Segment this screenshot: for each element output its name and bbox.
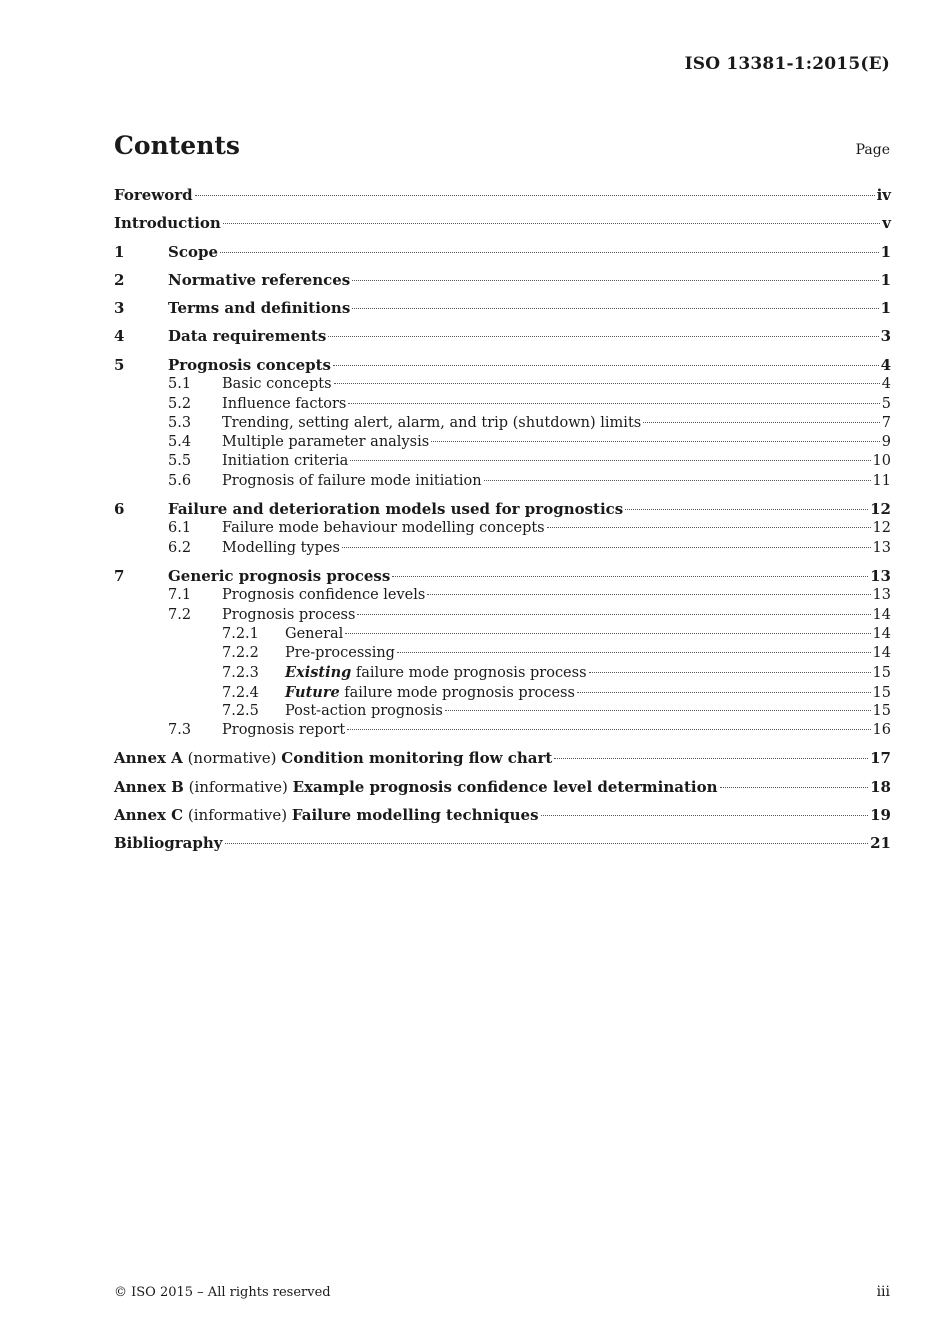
toc-entry-initiation-criteria[interactable] <box>114 452 891 471</box>
dot-leader <box>397 652 871 653</box>
toc-entry-page: 14 <box>872 606 891 623</box>
toc-entry-bibliography[interactable] <box>114 834 891 854</box>
toc-entry-page: 14 <box>872 645 891 662</box>
dot-leader <box>342 547 871 548</box>
dot-leader <box>225 843 869 844</box>
dot-leader <box>195 195 875 196</box>
toc-entry-title: Pre-processing <box>285 645 395 662</box>
dot-leader <box>720 787 869 788</box>
dot-leader <box>352 280 878 281</box>
toc-entry-title-emphasis: Existing <box>285 664 352 682</box>
dot-leader <box>547 527 871 528</box>
annex-status: (informative) <box>183 777 293 796</box>
toc-entry-title: Modelling types <box>222 539 340 556</box>
dot-leader <box>357 614 870 615</box>
toc-entry-title: Failure and deterioration models used for prognostics <box>168 499 624 518</box>
dot-leader <box>352 308 878 309</box>
toc-entry-title <box>285 683 575 703</box>
toc-entry-title: Initiation criteria <box>222 453 349 470</box>
toc-entry-page: 10 <box>872 453 891 470</box>
toc-entry-future-failure-mode-prognosis[interactable] <box>114 683 891 702</box>
toc-entry-title: Prognosis report <box>222 722 346 739</box>
toc-entry-introduction[interactable] <box>114 214 891 234</box>
toc-entry-number: 7.2.2 <box>222 645 259 662</box>
toc-entry-number: 5.4 <box>168 434 192 451</box>
dot-leader <box>427 594 870 595</box>
annex-label: Annex C <box>114 806 184 825</box>
toc-entry-number: 2 <box>114 270 125 289</box>
toc-entry-title: General <box>285 625 344 642</box>
toc-entry-title <box>285 663 587 683</box>
page-column-label: Page <box>855 142 890 158</box>
dot-leader <box>350 460 870 461</box>
toc-entry-title: Scope <box>168 242 219 261</box>
toc-entry-number: 6.1 <box>168 520 192 537</box>
toc-entry-page: 7 <box>881 414 891 431</box>
toc-entry-number: 7.2.3 <box>222 665 259 682</box>
toc-entry-number: 5.1 <box>168 376 192 393</box>
toc-entry-number: 6.2 <box>168 539 192 556</box>
annex-status: (normative) <box>182 749 282 768</box>
toc-entry-pre-processing[interactable] <box>114 644 891 663</box>
annex-label: Annex A <box>114 749 183 768</box>
toc-entry-page: 4 <box>880 355 891 374</box>
dot-leader <box>334 383 880 384</box>
annex-title: Failure modelling techniques <box>291 806 539 825</box>
dot-leader <box>554 758 868 759</box>
toc-entry-title: Influence factors <box>222 395 347 412</box>
toc-entry-title: Prognosis concepts <box>168 355 331 374</box>
dot-leader <box>445 710 871 711</box>
toc-entry-title: Introduction <box>114 214 221 233</box>
dot-leader <box>333 365 879 366</box>
toc-entry-title <box>114 749 552 769</box>
toc-entry-page: 4 <box>881 376 891 393</box>
dot-leader <box>625 509 868 510</box>
toc-entry-page: 13 <box>872 587 891 604</box>
toc-entry-normative-references[interactable] <box>114 271 891 291</box>
toc-entry-page: 5 <box>881 395 891 412</box>
annex-label: Annex B <box>114 777 184 796</box>
toc-entry-multiple-parameter-analysis[interactable] <box>114 433 891 452</box>
toc-entry-number: 1 <box>114 242 125 261</box>
toc-entry-number: 6 <box>114 499 125 518</box>
toc-entry-prognosis-concepts[interactable] <box>114 356 891 376</box>
toc-entry-title: Failure mode behaviour modelling concepts <box>222 520 545 537</box>
toc-entry-page: 14 <box>872 625 891 642</box>
toc-entry-page: 1 <box>880 270 891 289</box>
toc-entry-prognosis-process[interactable] <box>114 606 891 625</box>
toc-entry-data-requirements[interactable] <box>114 327 891 347</box>
toc-entry-page: iv <box>876 186 891 204</box>
toc-entry-number: 3 <box>114 299 125 318</box>
toc-entry-page: 16 <box>872 722 891 739</box>
toc-entry-failure-deterioration-models[interactable] <box>114 500 891 520</box>
toc-entry-number: 7 <box>114 566 125 585</box>
toc-entry-post-action-prognosis[interactable] <box>114 702 891 721</box>
toc-entry-number: 7.2 <box>168 606 192 623</box>
dot-leader <box>220 252 879 253</box>
toc-entry-page: 17 <box>870 749 891 768</box>
toc-entry-generic-prognosis-process[interactable] <box>114 567 891 587</box>
dot-leader <box>345 633 870 634</box>
toc-entry-page: 12 <box>870 499 891 518</box>
toc-entry-number: 5 <box>114 355 125 374</box>
toc-entry-number: 7.2.1 <box>222 625 259 642</box>
toc-entry-page: 15 <box>872 703 891 720</box>
dot-leader <box>577 692 871 693</box>
toc-entry-prognosis-report[interactable] <box>114 721 891 740</box>
page-number: iii <box>876 1284 890 1300</box>
toc-entry-title: Prognosis confidence levels <box>222 587 426 604</box>
toc-entry-number: 5.3 <box>168 414 192 431</box>
toc-entry-title-rest: failure mode prognosis process <box>339 684 575 701</box>
toc-entry-page: 15 <box>872 665 891 682</box>
toc-entry-number: 5.6 <box>168 472 192 489</box>
toc-entry-title: Bibliography <box>114 834 223 853</box>
toc-entry-number: 5.2 <box>168 395 192 412</box>
dot-leader <box>392 576 868 577</box>
table-of-contents <box>114 186 891 854</box>
annex-title: Condition monitoring flow chart <box>281 749 553 768</box>
toc-entry-modelling-types[interactable] <box>114 539 891 558</box>
toc-entry-title: Trending, setting alert, alarm, and trip (shutdown) limits <box>222 414 642 431</box>
toc-entry-general[interactable] <box>114 625 891 644</box>
toc-entry-number: 7.2.4 <box>222 684 259 701</box>
toc-entry-page: 1 <box>880 242 891 261</box>
toc-entry-title: Normative references <box>168 270 351 289</box>
toc-entry-failure-mode-behaviour-modelling[interactable] <box>114 519 891 538</box>
toc-entry-page: 18 <box>870 777 891 796</box>
toc-entry-page: 13 <box>870 566 891 585</box>
toc-entry-annex-c[interactable] <box>114 806 891 826</box>
toc-entry-influence-factors[interactable] <box>114 395 891 414</box>
toc-entry-page: 1 <box>880 299 891 318</box>
toc-entry-title: Terms and definitions <box>168 299 351 318</box>
dot-leader <box>223 223 880 224</box>
dot-leader <box>541 815 869 816</box>
toc-entry-number: 7.2.5 <box>222 703 259 720</box>
toc-entry-title: Prognosis of failure mode initiation <box>222 472 482 489</box>
dot-leader <box>484 480 871 481</box>
toc-entry-title: Generic prognosis process <box>168 566 391 585</box>
toc-entry-foreword[interactable] <box>114 186 891 206</box>
toc-entry-page: 21 <box>870 834 891 853</box>
dot-leader <box>643 422 880 423</box>
toc-entry-number: 7.3 <box>168 722 192 739</box>
dot-leader <box>431 441 880 442</box>
toc-entry-trending-limits[interactable] <box>114 414 891 433</box>
toc-entry-basic-concepts[interactable] <box>114 375 891 394</box>
toc-entry-page: v <box>882 214 891 233</box>
annex-status: (informative) <box>183 806 292 825</box>
toc-entry-page: 11 <box>872 472 891 489</box>
copyright-notice: © ISO 2015 – All rights reserved <box>114 1285 331 1300</box>
toc-entry-page: 9 <box>881 434 891 451</box>
page-title: Contents <box>114 131 241 160</box>
toc-entry-title: Prognosis process <box>222 606 356 623</box>
dot-leader <box>328 336 878 337</box>
toc-entry-annex-b[interactable] <box>114 778 891 798</box>
document-code: ISO 13381-1:2015(E) <box>684 54 890 74</box>
toc-entry-title: Post-action prognosis <box>285 703 443 720</box>
toc-entry-title: Multiple parameter analysis <box>222 434 430 451</box>
toc-entry-existing-failure-mode-prognosis[interactable] <box>114 663 891 682</box>
toc-entry-page: 12 <box>872 520 891 537</box>
toc-entry-title: Data requirements <box>168 327 327 346</box>
toc-entry-page: 15 <box>872 684 891 701</box>
toc-entry-title-rest: failure mode prognosis process <box>351 665 587 682</box>
dot-leader <box>589 672 871 673</box>
toc-entry-title <box>114 806 539 826</box>
toc-entry-page: 3 <box>880 327 891 346</box>
toc-entry-title <box>114 778 718 798</box>
toc-entry-prognosis-failure-mode-initiation[interactable] <box>114 472 891 491</box>
toc-entry-number: 7.1 <box>168 587 192 604</box>
toc-entry-scope[interactable] <box>114 243 891 263</box>
toc-entry-number: 4 <box>114 327 125 346</box>
toc-entry-title: Basic concepts <box>222 376 332 393</box>
annex-title: Example prognosis confidence level determination <box>292 777 718 796</box>
toc-entry-title-emphasis: Future <box>285 683 340 701</box>
toc-entry-page: 19 <box>870 806 891 825</box>
toc-entry-page: 13 <box>872 539 891 556</box>
toc-entry-number: 5.5 <box>168 453 192 470</box>
toc-entry-title: Foreword <box>114 186 193 204</box>
toc-entry-terms-and-definitions[interactable] <box>114 299 891 319</box>
dot-leader <box>347 729 870 730</box>
dot-leader <box>348 403 879 404</box>
toc-entry-prognosis-confidence-levels[interactable] <box>114 586 891 605</box>
toc-entry-annex-a[interactable] <box>114 749 891 769</box>
